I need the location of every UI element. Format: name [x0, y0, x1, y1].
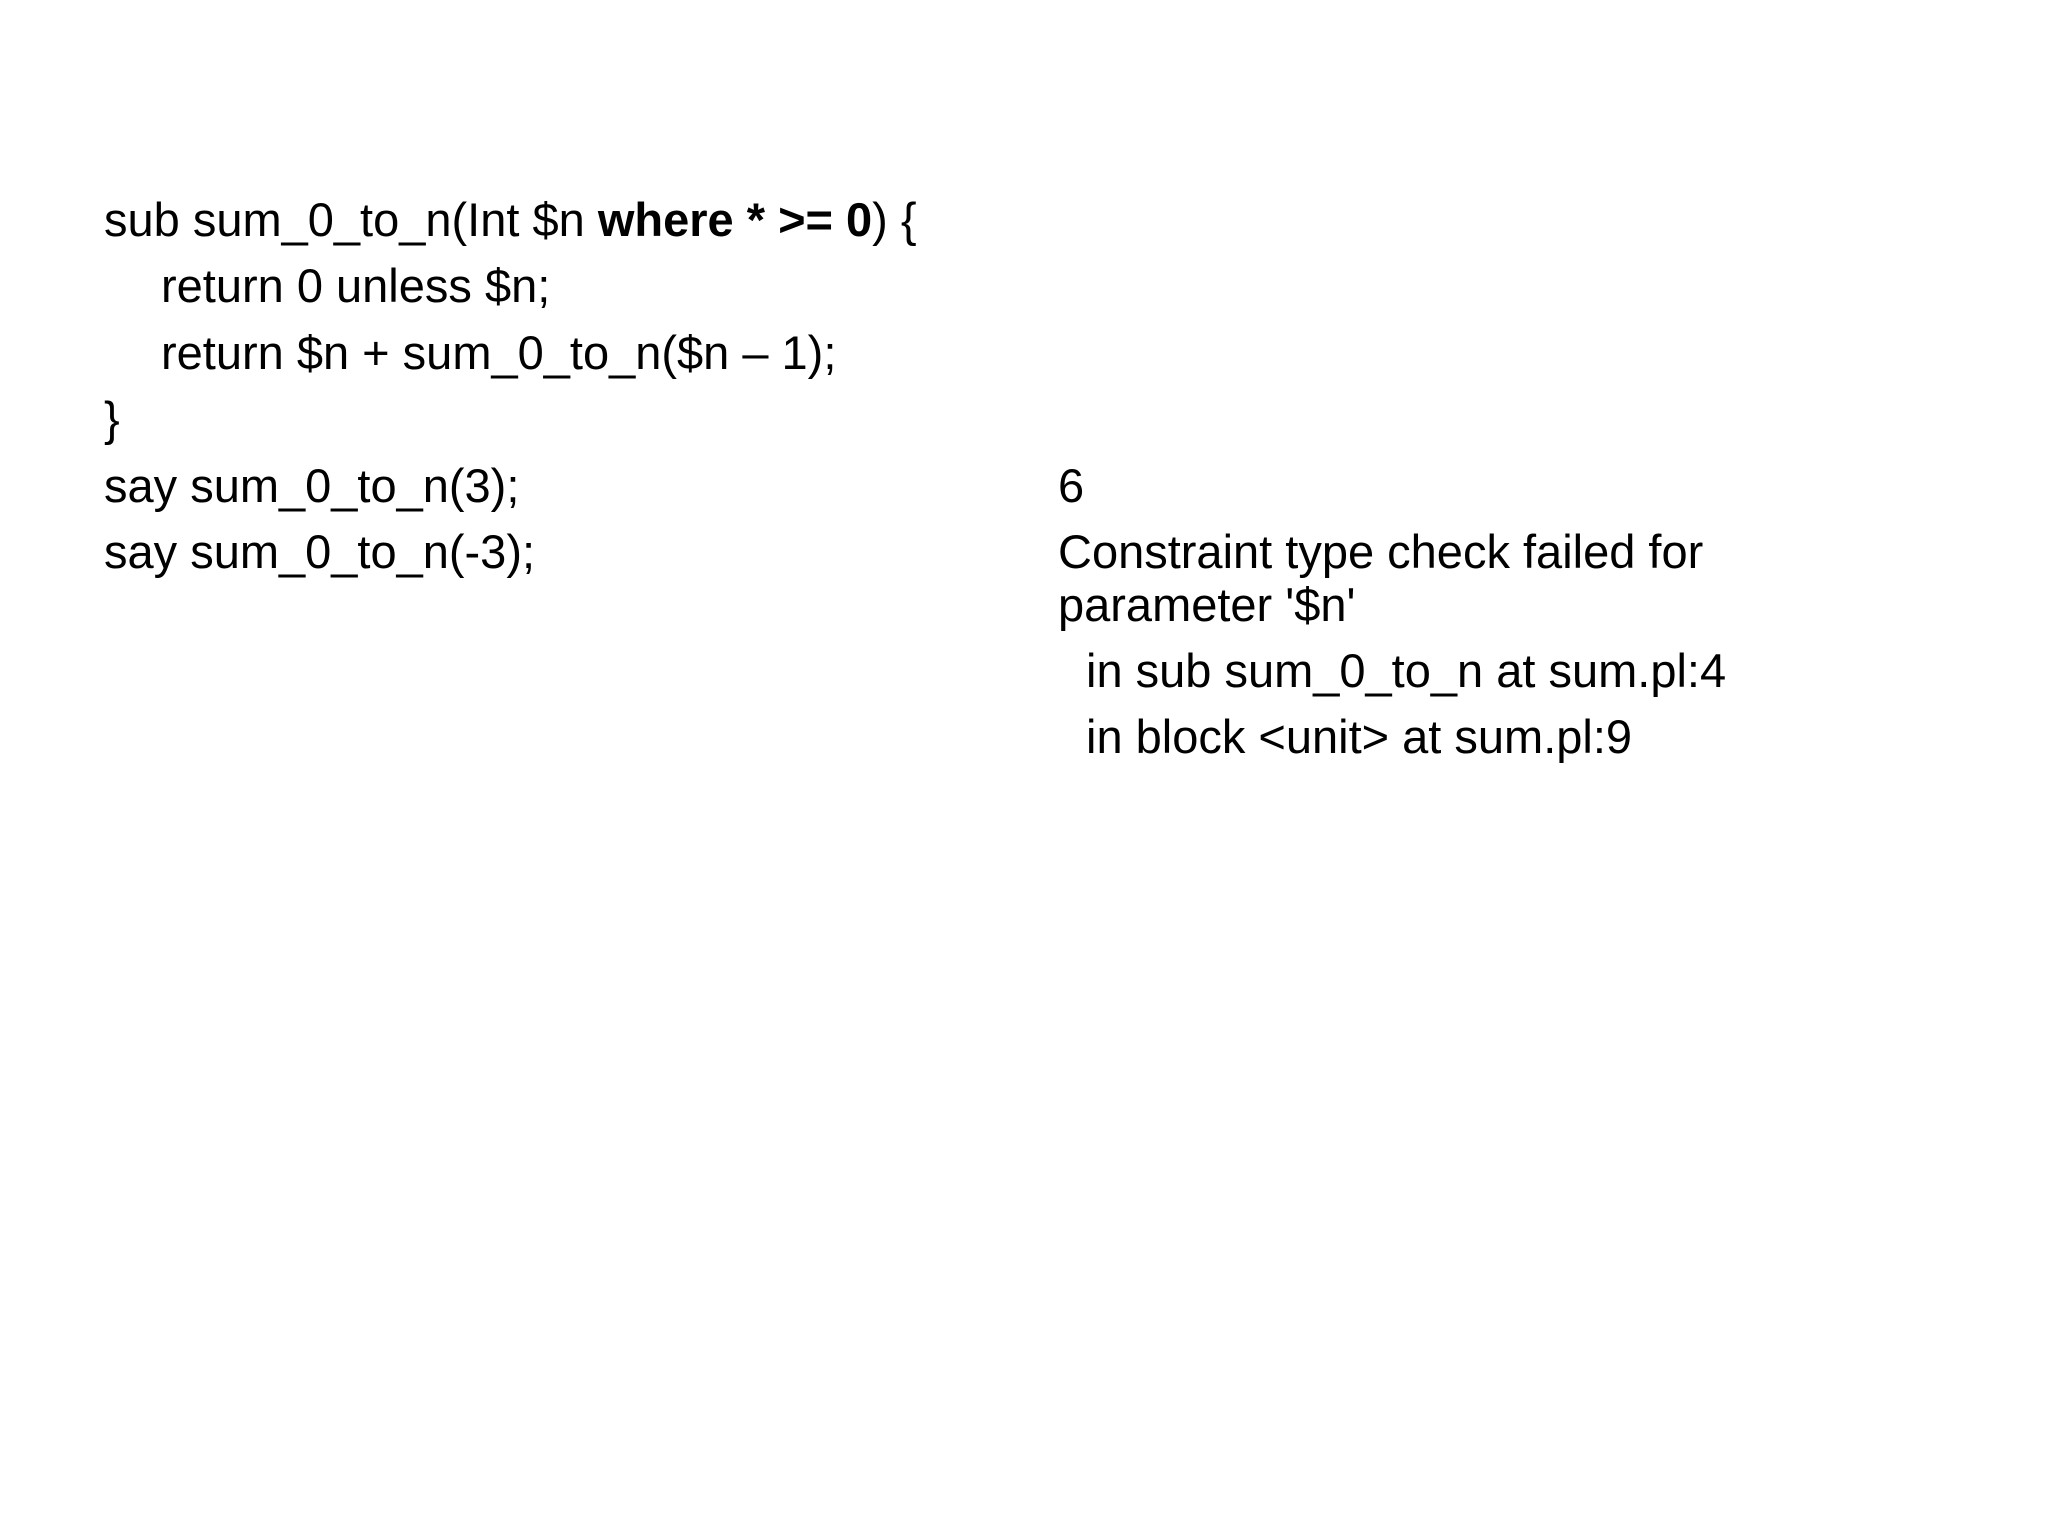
output-error-line-2: parameter '$n' [1058, 578, 1356, 631]
output-trace-2: in block <unit> at sum.pl:9 [1086, 710, 1633, 763]
output-error-line-1: Constraint type check failed for [1058, 525, 1704, 578]
code-line-3: return $n + sum_0_to_n($n – 1); [161, 326, 837, 379]
output-trace-1: in sub sum_0_to_n at sum.pl:4 [1086, 644, 1727, 697]
code-line-6: say sum_0_to_n(-3); [104, 525, 536, 578]
code-line-5: say sum_0_to_n(3); [104, 459, 520, 512]
code-line-1-suffix: ) { [872, 193, 917, 246]
code-line-1 [104, 194, 917, 246]
code-line-2: return 0 unless $n; [161, 259, 551, 312]
code-line-1-constraint: where * >= 0 [597, 193, 873, 246]
output-result: 6 [1058, 459, 1085, 512]
code-line-4: } [104, 392, 120, 445]
code-line-1-prefix: sub sum_0_to_n(Int $n [104, 193, 598, 246]
